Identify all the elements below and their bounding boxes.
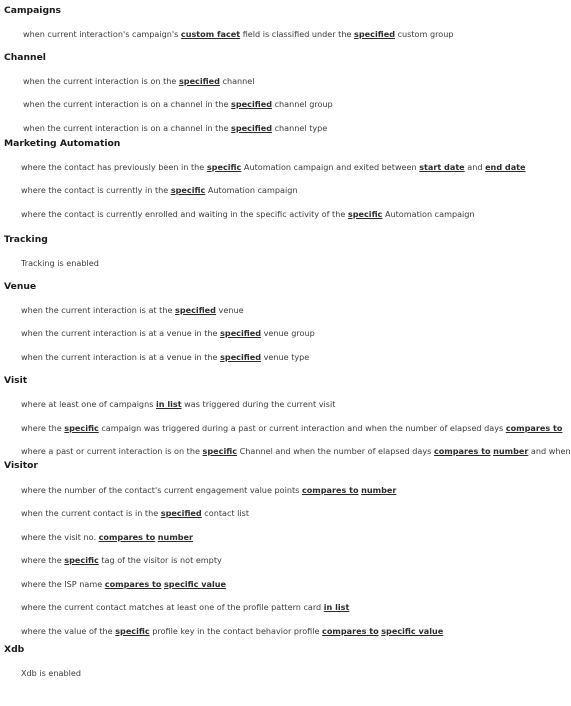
specific-link[interactable]: specific xyxy=(64,555,99,565)
specified-link[interactable]: specified xyxy=(231,123,273,133)
rule-automation-enrolled-waiting: where the contact is currently enrolled and waiting in the specific activity of the specific Automation campaign xyxy=(21,209,475,219)
rule-channel-type: when the current interaction is on a channel in the specified channel type xyxy=(23,123,328,133)
specific-link[interactable]: specific xyxy=(64,423,99,433)
rule-visitor-isp-name: where the ISP name compares to specific value xyxy=(21,579,227,589)
rule-campaign-custom-facet: when current interaction's campaign's custom facet field is classified under the specified custom group xyxy=(23,29,454,39)
compares-to-link[interactable]: compares to xyxy=(104,579,162,589)
rule-venue-type: when the current interaction is at a venue in the specified venue type xyxy=(21,352,310,362)
rule-automation-currently-in: where the contact is currently in the specific Automation campaign xyxy=(21,185,298,195)
section-heading-venue: Venue xyxy=(4,281,37,292)
end-date-link[interactable]: end date xyxy=(485,162,526,172)
rule-xdb-enabled: Xdb is enabled xyxy=(21,668,82,678)
rule-channel-specified: when the current interaction is on the specified channel xyxy=(23,76,255,86)
rule-visitor-profile-key: where the value of the specific profile key in the contact behavior profile compares to specific value xyxy=(21,626,444,636)
specific-link[interactable]: specific xyxy=(170,185,206,195)
rule-venue-specified: when the current interaction is at the specified venue xyxy=(21,305,244,315)
number-link[interactable]: number xyxy=(157,532,194,542)
section-heading-channel: Channel xyxy=(4,52,46,63)
section-heading-marketing-automation: Marketing Automation xyxy=(4,138,121,149)
specified-link[interactable]: specified xyxy=(175,305,216,315)
rule-visit-channel-elapsed-days: where a past or current interaction is on the specific Channel and when the number of elapsed days compares to number and when xyxy=(21,446,571,456)
specified-link[interactable]: specified xyxy=(354,29,396,39)
specified-link[interactable]: specified xyxy=(220,328,262,338)
compares-to-link[interactable]: compares to xyxy=(98,532,156,542)
specific-link[interactable]: specific xyxy=(202,446,238,456)
rule-visit-campaign-elapsed-days: where the specific campaign was triggered during a past or current interaction and when the number of elapsed days compares to xyxy=(21,423,563,433)
start-date-link[interactable]: start date xyxy=(419,162,465,172)
rule-venue-group: when the current interaction is at a venue in the specified venue group xyxy=(21,328,315,338)
rule-visitor-tag-not-empty: where the specific tag of the visitor is not empty xyxy=(21,555,222,565)
number-link[interactable]: number xyxy=(493,446,529,456)
section-heading-tracking: Tracking xyxy=(4,234,48,245)
section-heading-visitor: Visitor xyxy=(4,460,38,471)
compares-to-link[interactable]: compares to xyxy=(301,485,359,495)
number-link[interactable]: number xyxy=(361,485,397,495)
section-heading-visit: Visit xyxy=(4,375,28,386)
section-heading-xdb: Xdb xyxy=(4,644,25,655)
custom-facet-link[interactable]: custom facet xyxy=(180,29,241,39)
rule-visit-campaigns-in-list: where at least one of campaigns in list was triggered during the current visit xyxy=(21,399,336,409)
section-heading-campaigns: Campaigns xyxy=(4,5,62,16)
specific-value-link[interactable]: specific value xyxy=(381,626,444,636)
rule-tracking-enabled: Tracking is enabled xyxy=(21,258,99,268)
specified-link[interactable]: specified xyxy=(231,99,273,109)
rule-channel-group: when the current interaction is on a channel in the specified channel group xyxy=(23,99,333,109)
specific-link[interactable]: specific xyxy=(115,626,150,636)
compares-to-link[interactable]: compares to xyxy=(433,446,491,456)
specific-value-link[interactable]: specific value xyxy=(163,579,227,589)
compares-to-link[interactable]: compares to xyxy=(505,423,563,433)
specified-link[interactable]: specified xyxy=(178,76,220,86)
rule-visitor-engagement-value: where the number of the contact's current engagement value points compares to number xyxy=(21,485,397,495)
in-list-link[interactable]: in list xyxy=(323,602,350,612)
rule-visitor-pattern-card: where the current contact matches at least one of the profile pattern card in list xyxy=(21,602,350,612)
specified-link[interactable]: specified xyxy=(160,508,202,518)
rule-visitor-contact-list: when the current contact is in the specified contact list xyxy=(21,508,250,518)
specified-link[interactable]: specified xyxy=(220,352,262,362)
in-list-link[interactable]: in list xyxy=(156,399,182,409)
compares-to-link[interactable]: compares to xyxy=(322,626,379,636)
specific-link[interactable]: specific xyxy=(206,162,242,172)
rule-automation-previously-exited: where the contact has previously been in the specific Automation campaign and exited between start date and end date xyxy=(21,162,526,172)
rule-visitor-visit-number: where the visit no. compares to number xyxy=(21,532,194,542)
specific-link[interactable]: specific xyxy=(347,209,383,219)
